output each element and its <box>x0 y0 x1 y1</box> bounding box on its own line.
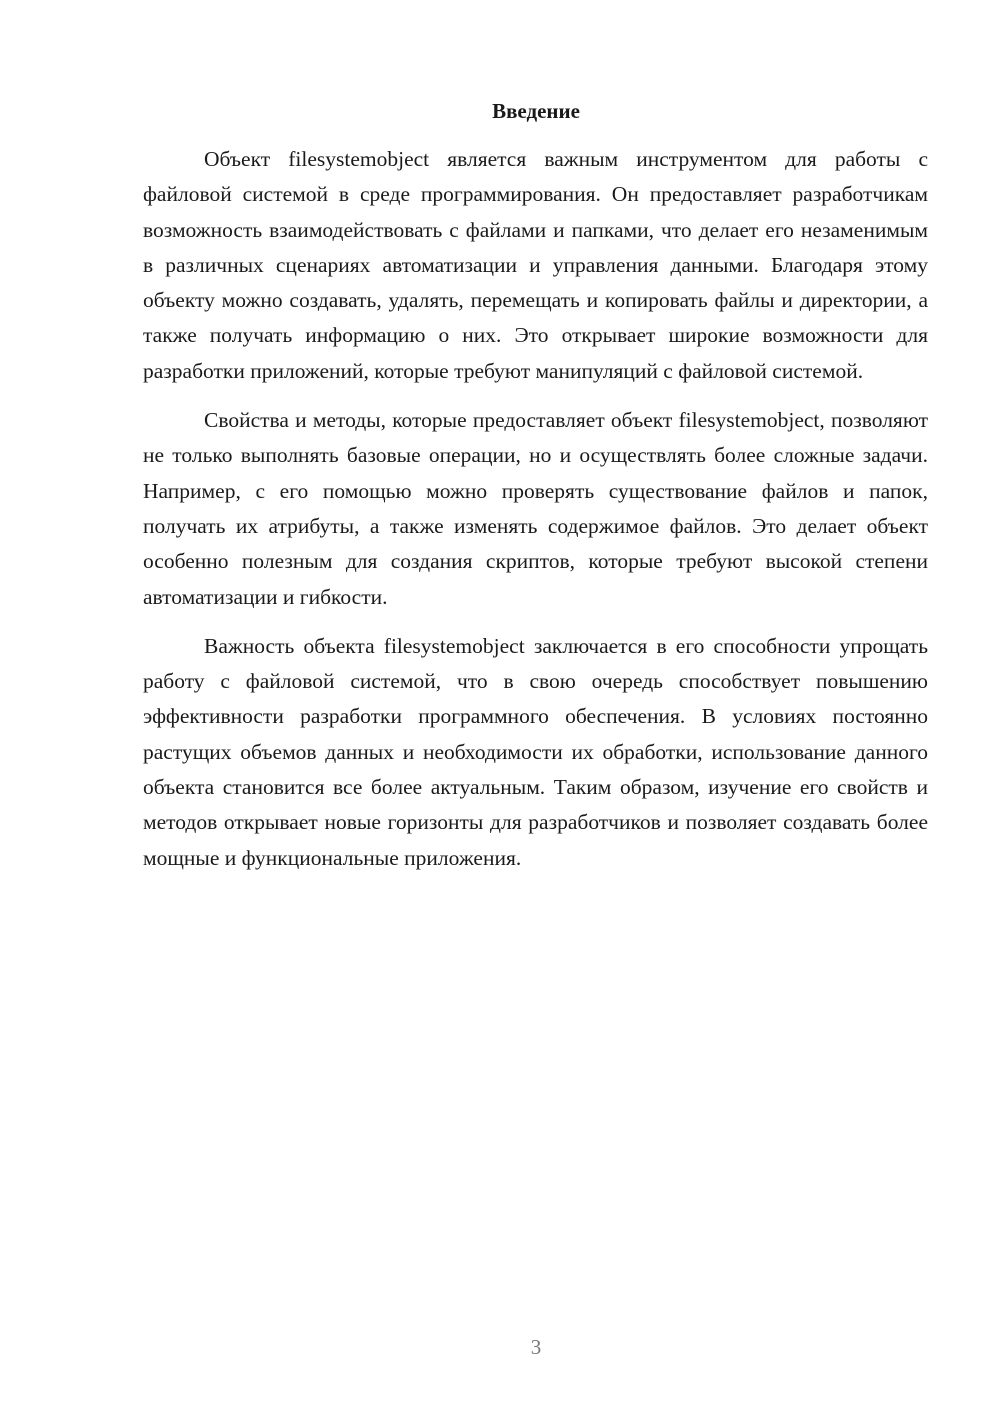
page-number: 3 <box>530 1335 542 1359</box>
paragraph-2: Свойства и методы, которые предоставляет объект filesystemobject, позволяют не только выполнять базовые операции, но и осуществлять более сложные задачи. Например, с его помощью можно проверять существование файлов и папок, получать их атрибуты, а также изменять содержимое файлов. Это делает объект особенно полезным для создания скриптов, которые требуют высокой степени автоматизации и гибкости. <box>143 408 928 609</box>
body-text <box>143 142 928 890</box>
page-title: Введение <box>492 99 580 123</box>
paragraph-1: Объект filesystemobject является важным инструментом для работы с файловой системой в среде программирования. Он предоставляет разработчикам возможность взаимодействовать с файлами и папками, что делает его незаменимым в различных сценариях автоматизации и управления данными. Благодаря этому объекту можно создавать, удалять, перемещать и копировать файлы и директории, а также получать информацию о них. Это открывает широкие возможности для разработки приложений, которые требуют манипуляций с файловой системой. <box>143 147 928 383</box>
paragraph-3: Важность объекта filesystemobject заключается в его способности упрощать работу с файловой системой, что в свою очередь способствует повышению эффективности разработки программного обеспечения. В условиях постоянно растущих объемов данных и необходимости их обработки, использование данного объекта становится все более актуальным. Таким образом, изучение его свойств и методов открывает новые горизонты для разработчиков и позволяет создавать более мощные и функциональные приложения. <box>143 633 928 870</box>
